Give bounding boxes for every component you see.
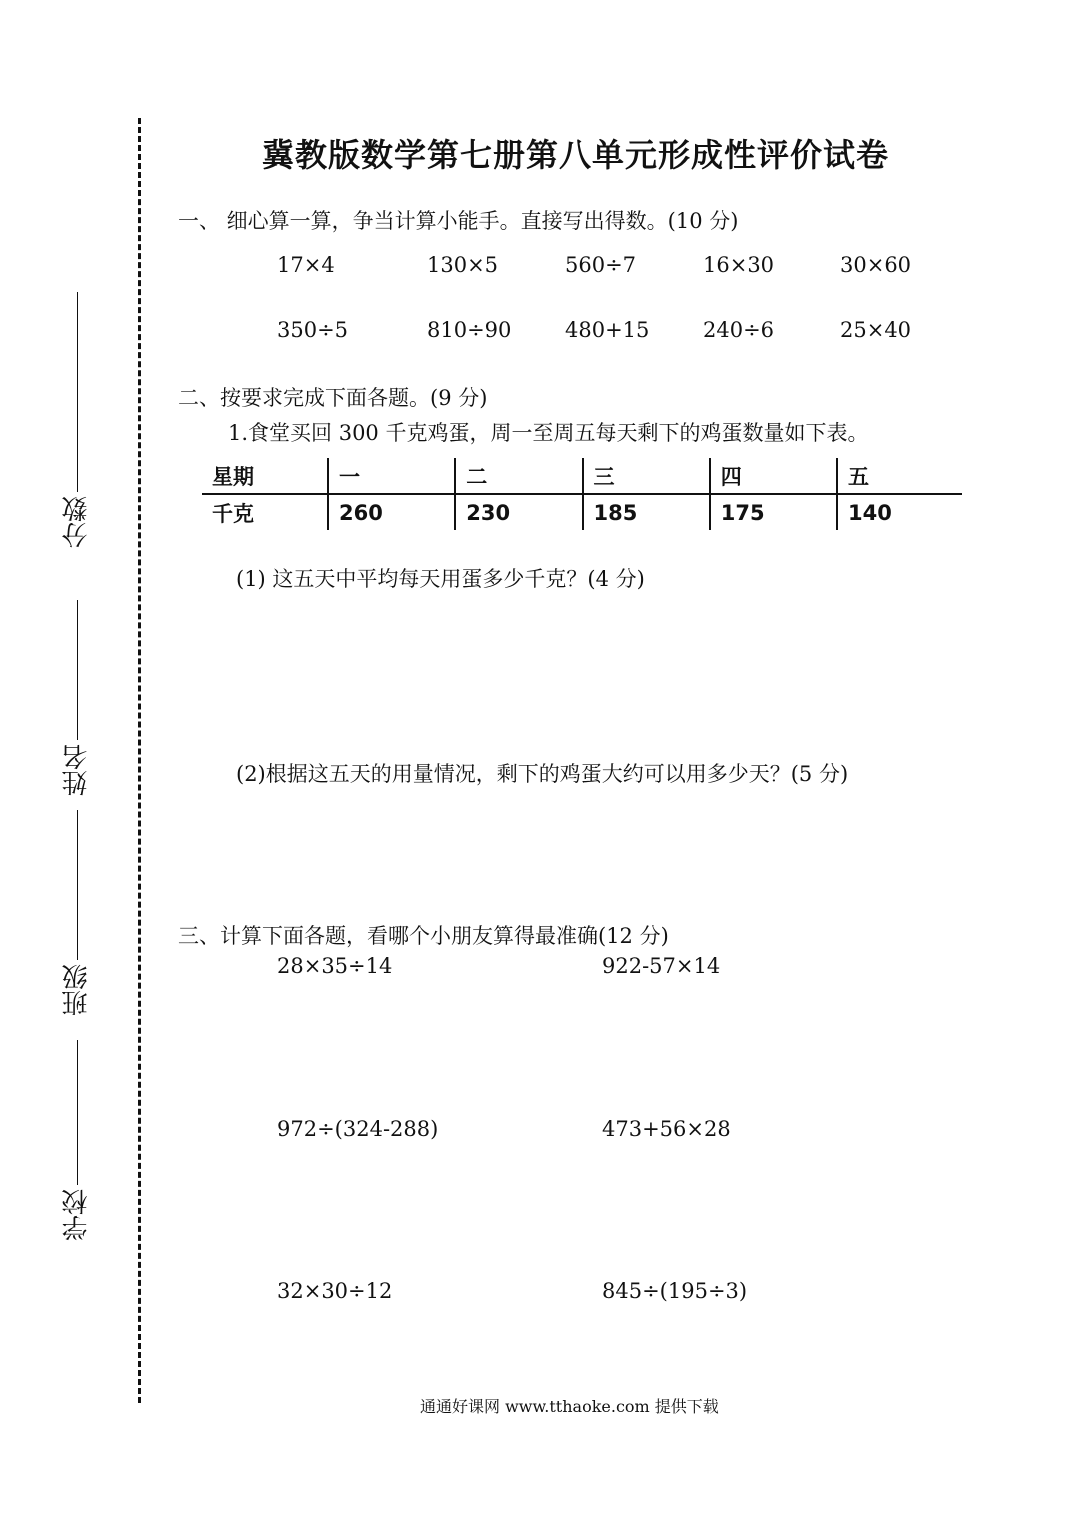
name-label: 姓名 — [62, 744, 92, 796]
table-cell: 星期 — [202, 458, 328, 494]
table-cell: 260 — [328, 494, 455, 530]
calc-expression: 25×40 — [840, 318, 912, 342]
table-cell: 140 — [837, 494, 962, 530]
score-blank-line[interactable] — [77, 292, 78, 492]
score-label: 分数 — [62, 496, 92, 548]
section2-heading: 二、按要求完成下面各题。(9 分) — [178, 386, 488, 410]
name-blank-line[interactable] — [77, 600, 78, 740]
footer-credit: 通通好课网 www.tthaoke.com 提供下载 — [420, 1397, 719, 1416]
table-cell: 五 — [837, 458, 962, 494]
egg-table — [202, 458, 962, 530]
school-label: 学校 — [62, 1189, 92, 1241]
calc-problem: 972÷(324-288) — [277, 1117, 439, 1141]
calc-problem: 473+56×28 — [602, 1117, 731, 1141]
table-cell: 一 — [328, 458, 455, 494]
question-1: (1) 这五天中平均每天用蛋多少千克？(4 分) — [236, 567, 645, 591]
section3-heading: 三、计算下面各题，看哪个小朋友算得最准确(12 分) — [178, 924, 669, 948]
calc-problem: 845÷(195÷3) — [602, 1279, 748, 1303]
class-field[interactable] — [62, 810, 92, 1016]
school-field[interactable] — [62, 1040, 92, 1241]
binding-dashed-line — [138, 118, 141, 1403]
table-cell: 千克 — [212, 501, 254, 526]
section2-intro: 1.食堂买回 300 千克鸡蛋，周一至周五每天剩下的鸡蛋数量如下表。 — [228, 421, 869, 445]
table-cell: 230 — [455, 494, 582, 530]
score-field[interactable] — [62, 292, 92, 548]
calc-problem: 28×35÷14 — [277, 954, 393, 978]
class-blank-line[interactable] — [77, 810, 78, 960]
calc-expression: 810÷90 — [427, 318, 512, 342]
table-row — [202, 494, 962, 530]
table-cell: 二 — [455, 458, 582, 494]
calc-expression: 560÷7 — [565, 253, 637, 277]
table-cell: 185 — [583, 494, 710, 530]
calc-expression: 130×5 — [427, 253, 499, 277]
table-cell: 175 — [710, 494, 837, 530]
name-field[interactable] — [62, 600, 92, 796]
table-cell: 三 — [583, 458, 710, 494]
question-2: (2)根据这五天的用量情况，剩下的鸡蛋大约可以用多少天？(5 分) — [236, 762, 849, 786]
calc-expression: 30×60 — [840, 253, 912, 277]
calc-problem: 922-57×14 — [602, 954, 721, 978]
table-header-row — [202, 458, 962, 494]
school-blank-line[interactable] — [77, 1040, 78, 1185]
page-title: 冀教版数学第七册第八单元形成性评价试卷 — [262, 136, 890, 174]
class-label: 班级 — [62, 964, 92, 1016]
calc-expression: 16×30 — [703, 253, 775, 277]
calc-expression: 240÷6 — [703, 318, 775, 342]
section1-heading: 一、 细心算一算，争当计算小能手。直接写出得数。(10 分) — [178, 209, 739, 233]
calc-expression: 17×4 — [277, 253, 335, 277]
calc-expression: 480+15 — [565, 318, 650, 342]
table-cell: 四 — [710, 458, 837, 494]
calc-expression: 350÷5 — [277, 318, 349, 342]
calc-problem: 32×30÷12 — [277, 1279, 393, 1303]
